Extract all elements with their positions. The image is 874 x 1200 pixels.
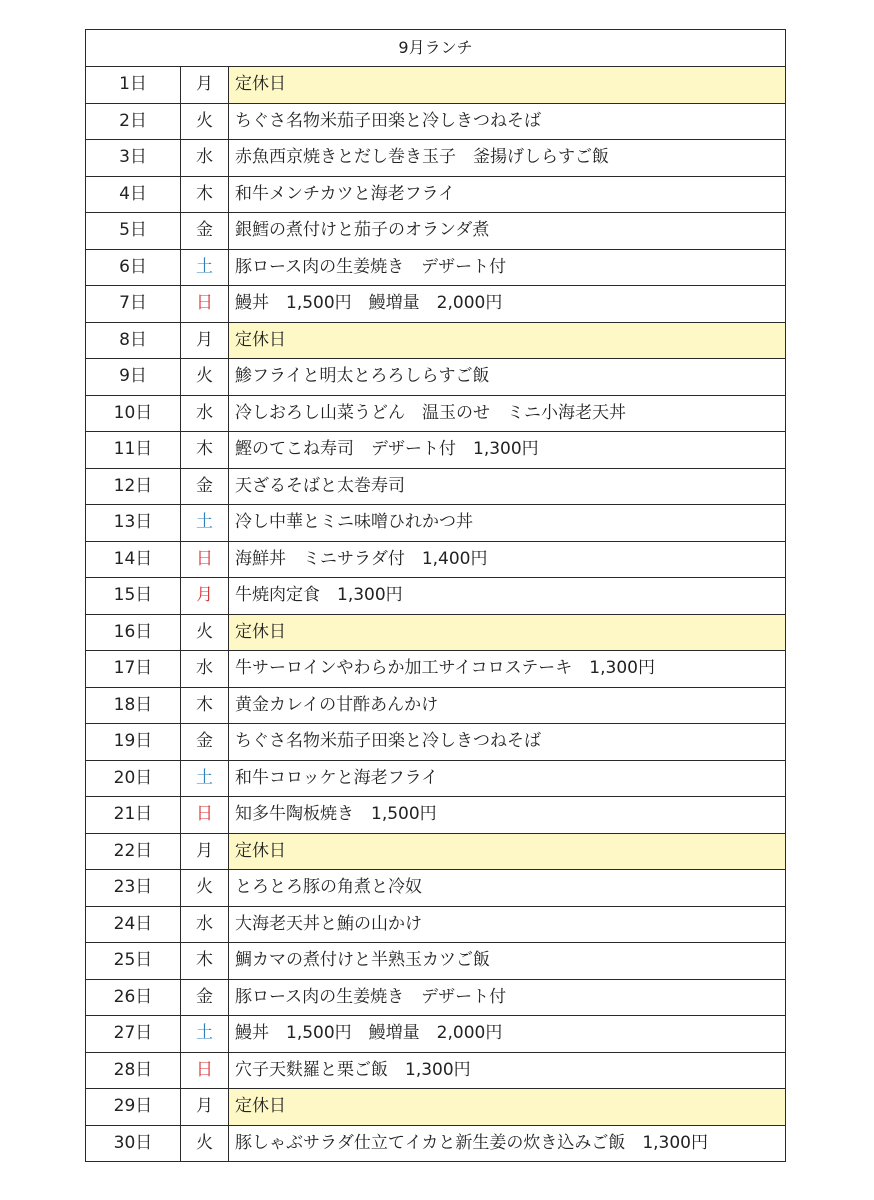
menu-row: [86, 760, 786, 797]
menu-weekday: 月: [181, 1089, 229, 1126]
menu-date: 10日: [86, 395, 181, 432]
menu-date: 6日: [86, 249, 181, 286]
menu-weekday: 日: [181, 797, 229, 834]
menu-row: [86, 432, 786, 469]
menu-row: [86, 943, 786, 980]
menu-closed-day: 定休日: [229, 833, 786, 870]
menu-dish: ちぐさ名物米茄子田楽と冷しきつねそば: [229, 724, 786, 761]
menu-row: [86, 140, 786, 177]
menu-row: [86, 614, 786, 651]
menu-dish: ちぐさ名物米茄子田楽と冷しきつねそば: [229, 103, 786, 140]
menu-date: 7日: [86, 286, 181, 323]
menu-weekday: 水: [181, 651, 229, 688]
menu-date: 20日: [86, 760, 181, 797]
menu-date: 16日: [86, 614, 181, 651]
menu-row: [86, 541, 786, 578]
menu-date: 3日: [86, 140, 181, 177]
menu-date: 28日: [86, 1052, 181, 1089]
menu-row: [86, 1125, 786, 1162]
menu-row: [86, 249, 786, 286]
menu-weekday: 月: [181, 578, 229, 615]
menu-dish: 牛焼肉定食 1,300円: [229, 578, 786, 615]
menu-row: [86, 322, 786, 359]
menu-row: [86, 687, 786, 724]
menu-row: [86, 870, 786, 907]
menu-weekday: 金: [181, 724, 229, 761]
menu-weekday: 木: [181, 432, 229, 469]
menu-weekday: 火: [181, 1125, 229, 1162]
menu-weekday: 木: [181, 943, 229, 980]
menu-date: 8日: [86, 322, 181, 359]
menu-date: 5日: [86, 213, 181, 250]
menu-dish: 豚ロース肉の生姜焼き デザート付: [229, 249, 786, 286]
menu-date: 17日: [86, 651, 181, 688]
menu-dish: 鯛カマの煮付けと半熟玉カツご飯: [229, 943, 786, 980]
menu-row: [86, 651, 786, 688]
menu-weekday: 水: [181, 140, 229, 177]
menu-date: 27日: [86, 1016, 181, 1053]
menu-date: 12日: [86, 468, 181, 505]
lunch-menu-table: [85, 29, 786, 1162]
menu-row: [86, 979, 786, 1016]
menu-dish: 鰻丼 1,500円 鰻増量 2,000円: [229, 286, 786, 323]
menu-row: [86, 395, 786, 432]
menu-dish: 鯵フライと明太とろろしらすご飯: [229, 359, 786, 396]
menu-row: [86, 213, 786, 250]
menu-row: [86, 103, 786, 140]
menu-row: [86, 67, 786, 104]
menu-weekday: 月: [181, 322, 229, 359]
menu-weekday: 日: [181, 286, 229, 323]
menu-date: 9日: [86, 359, 181, 396]
menu-weekday: 土: [181, 1016, 229, 1053]
menu-row: [86, 1016, 786, 1053]
table-title: 9月ランチ: [86, 30, 786, 67]
menu-date: 23日: [86, 870, 181, 907]
menu-row: [86, 286, 786, 323]
menu-date: 29日: [86, 1089, 181, 1126]
menu-date: 15日: [86, 578, 181, 615]
menu-row: [86, 505, 786, 542]
menu-dish: 和牛メンチカツと海老フライ: [229, 176, 786, 213]
menu-dish: 冷しおろし山菜うどん 温玉のせ ミニ小海老天丼: [229, 395, 786, 432]
menu-row: [86, 724, 786, 761]
menu-row: [86, 176, 786, 213]
menu-weekday: 金: [181, 213, 229, 250]
menu-date: 1日: [86, 67, 181, 104]
menu-dish: 黄金カレイの甘酢あんかけ: [229, 687, 786, 724]
menu-dish: 豚しゃぶサラダ仕立てイカと新生姜の炊き込みご飯 1,300円: [229, 1125, 786, 1162]
menu-dish: 大海老天丼と鮪の山かけ: [229, 906, 786, 943]
lunch-menu-sheet: [85, 29, 786, 1162]
menu-date: 14日: [86, 541, 181, 578]
menu-weekday: 火: [181, 103, 229, 140]
menu-date: 22日: [86, 833, 181, 870]
menu-weekday: 月: [181, 833, 229, 870]
menu-row: [86, 1089, 786, 1126]
menu-date: 11日: [86, 432, 181, 469]
menu-weekday: 土: [181, 249, 229, 286]
menu-dish: 鰻丼 1,500円 鰻増量 2,000円: [229, 1016, 786, 1053]
menu-date: 24日: [86, 906, 181, 943]
menu-date: 21日: [86, 797, 181, 834]
menu-row: [86, 468, 786, 505]
menu-date: 25日: [86, 943, 181, 980]
menu-weekday: 木: [181, 176, 229, 213]
menu-weekday: 水: [181, 395, 229, 432]
menu-date: 2日: [86, 103, 181, 140]
menu-date: 30日: [86, 1125, 181, 1162]
menu-weekday: 火: [181, 870, 229, 907]
menu-weekday: 水: [181, 906, 229, 943]
menu-weekday: 火: [181, 359, 229, 396]
menu-weekday: 月: [181, 67, 229, 104]
menu-date: 18日: [86, 687, 181, 724]
menu-weekday: 土: [181, 505, 229, 542]
menu-weekday: 金: [181, 979, 229, 1016]
menu-dish: 穴子天麩羅と栗ご飯 1,300円: [229, 1052, 786, 1089]
menu-weekday: 火: [181, 614, 229, 651]
menu-row: [86, 359, 786, 396]
menu-row: [86, 578, 786, 615]
menu-weekday: 日: [181, 541, 229, 578]
menu-weekday: 土: [181, 760, 229, 797]
menu-weekday: 日: [181, 1052, 229, 1089]
menu-closed-day: 定休日: [229, 67, 786, 104]
menu-closed-day: 定休日: [229, 614, 786, 651]
menu-dish: 和牛コロッケと海老フライ: [229, 760, 786, 797]
menu-row: [86, 797, 786, 834]
menu-dish: 冷し中華とミニ味噌ひれかつ丼: [229, 505, 786, 542]
menu-dish: 海鮮丼 ミニサラダ付 1,400円: [229, 541, 786, 578]
menu-row: [86, 906, 786, 943]
menu-dish: 豚ロース肉の生姜焼き デザート付: [229, 979, 786, 1016]
table-title-row: [86, 30, 786, 67]
menu-row: [86, 833, 786, 870]
menu-dish: 天ざるそばと太巻寿司: [229, 468, 786, 505]
menu-dish: 銀鱈の煮付けと茄子のオランダ煮: [229, 213, 786, 250]
menu-date: 19日: [86, 724, 181, 761]
menu-closed-day: 定休日: [229, 1089, 786, 1126]
menu-dish: 知多牛陶板焼き 1,500円: [229, 797, 786, 834]
menu-dish: 牛サーロインやわらか加工サイコロステーキ 1,300円: [229, 651, 786, 688]
menu-weekday: 金: [181, 468, 229, 505]
menu-date: 4日: [86, 176, 181, 213]
menu-closed-day: 定休日: [229, 322, 786, 359]
menu-row: [86, 1052, 786, 1089]
menu-weekday: 木: [181, 687, 229, 724]
menu-dish: 鰹のてこね寿司 デザート付 1,300円: [229, 432, 786, 469]
menu-dish: とろとろ豚の角煮と冷奴: [229, 870, 786, 907]
menu-dish: 赤魚西京焼きとだし巻き玉子 釜揚げしらすご飯: [229, 140, 786, 177]
menu-date: 26日: [86, 979, 181, 1016]
menu-date: 13日: [86, 505, 181, 542]
